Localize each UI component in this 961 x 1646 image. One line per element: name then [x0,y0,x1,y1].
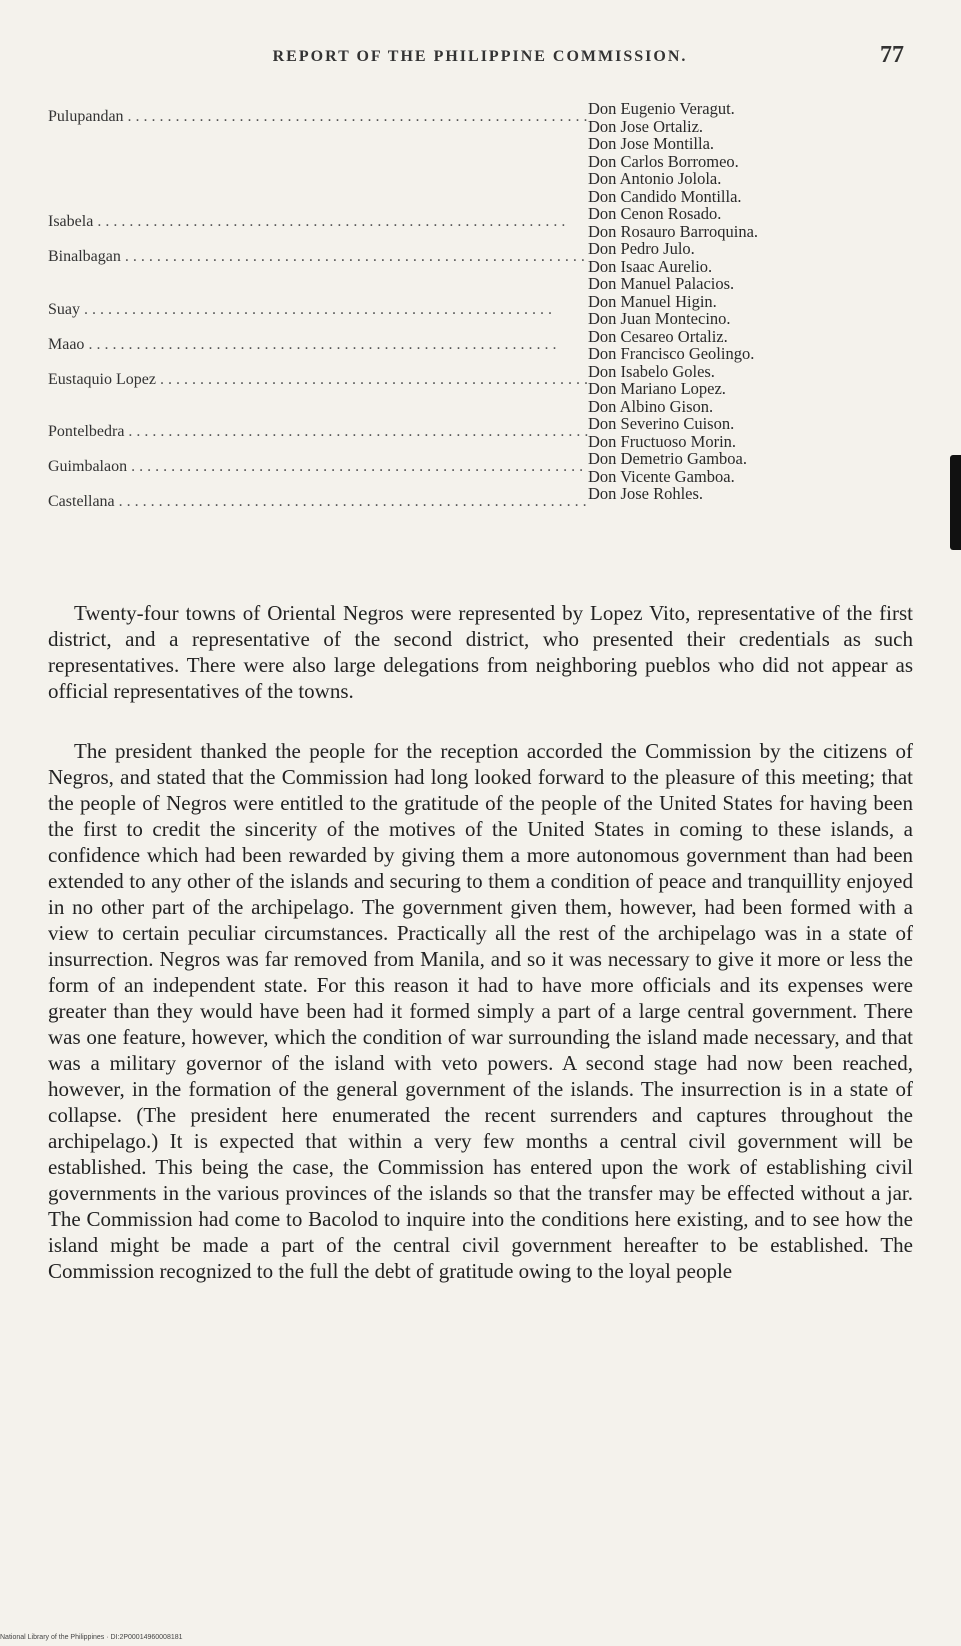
representative-name: Don Jose Rohles. [588,484,704,503]
representative-name: Don Manuel Higin. [588,291,717,311]
town-entry [48,205,908,240]
representative-name: Don Pedro Julo. [588,239,695,258]
town-entry [48,485,908,511]
representative-name: Don Rosauro Barroquina. [588,221,759,241]
representative-name: Don Cenon Rosado. [588,204,722,223]
town-name: Pontelbedra [48,423,125,440]
representative-name: Don Severino Cuison. [588,414,735,433]
representative-name: Don Jose Montilla. [588,134,715,153]
representative-name: Don Antonio Jolola. [588,169,722,188]
scan-edge-mark [950,455,961,550]
representative-name: Don Jose Ortaliz. [588,116,704,136]
town-name: Eustaquio Lopez [48,370,156,388]
representatives [588,415,908,450]
representative-name: Don Carlos Borromeo. [588,151,739,171]
representatives [588,293,908,328]
representatives [588,240,908,293]
town-name: Binalbagan [48,248,121,265]
representatives [588,485,908,511]
representative-name: Don Eugenio Veragut. [588,99,735,118]
representative-name: Don Manuel Palacios. [588,274,735,293]
representatives [588,328,908,363]
representative-name: Don Francisco Geolingo. [588,344,755,363]
town-entry [48,450,908,485]
scan-footer-credit: National Library of the Philippines · DI:2P00014960008181 [0,1634,183,1641]
representative-name: Don Juan Montecino. [588,309,731,328]
body-paragraph [48,600,913,704]
town-entry [48,240,908,293]
town-name: Castellana [48,493,115,510]
body-paragraph [48,738,913,1284]
town-entry [48,293,908,328]
paragraph-text: The president thanked the people for the reception accorded the Commission by the citizens of Negros, and stated that the Commission had long looked forward to the pleasure of this meeting; that the people of Negros were entitled to the gratitude of the people of the United States for having been the first to credit the sincerity of the motives of the United States in coming to these islands, a confidence which had been rewarded by giving them a more autonomous government than had been extended to any other of the islands and securing to them a condition of peace and tranquillity enjoyed in no other part of the archipelago. The government given them, however, had been formed with a view to certain peculiar circumstances. Practically all the rest of the archipelago was in a state of insurrection. Negros was far removed from Manila, and so it was necessary to give it more or less the form of an independent state. For this reason it had to have more officials and its expenses were greater than they would have been had it formed simply a part of a large central government. There was one feature, however, which the condition of war surrounding the island made necessary, and that was a military governor of the island with veto powers. A second stage had now been reached, however, in the formation of the general government of the islands. The insurrection is in a state of collapse. (The president here enumerated the recent surrenders and captures throughout the archipelago.) It is expected that within a very few months a central civil government will be established. This being the case, the Commission has entered upon the work of establishing civil governments in the various provinces of the islands so that the transfer may be effected without a jar. The Commission had come to Bacolod to inquire into the conditions here existing, and to see how the island might be made a part of the central civil government hereafter to be established. The Commission recognized to the full the debt of gratitude owing to the loyal people [48,739,913,1283]
representatives [588,100,908,205]
representative-name: Don Fructuoso Morin. [588,431,737,451]
town-name: Maao [48,335,85,353]
representative-name: Don Cesareo Ortaliz. [588,326,728,346]
town-representatives-list [48,100,908,511]
town-name: Guimbalaon [48,458,128,475]
representative-name: Don Vicente Gamboa. [588,466,735,486]
town-name: Isabela [48,213,94,230]
representatives [588,205,908,240]
town-entry [48,328,908,363]
representative-name: Don Isabelo Goles. [588,361,715,381]
page-number: 77 [880,42,904,68]
representative-name: Don Isaac Aurelio. [588,256,713,276]
representatives [588,363,908,416]
representatives [588,450,908,485]
running-header: REPORT OF THE PHILIPPINE COMMISSION. [272,48,688,65]
representative-name: Don Candido Montilla. [588,186,742,206]
representative-name: Don Albino Gison. [588,396,714,416]
town-entry [48,363,908,416]
representative-name: Don Demetrio Gamboa. [588,449,747,468]
town-name: Suay [48,300,80,318]
town-entry [48,415,908,450]
paragraph-text: Twenty-four towns of Oriental Negros were represented by Lopez Vito, representative of the first district, and a representative of the second district, who presented their credentials as such representatives. There were also large delegations from neighboring pueblos who did not appear as official representatives of the towns. [48,601,913,703]
town-entry [48,100,908,205]
town-name: Pulupandan [48,108,124,125]
representative-name: Don Mariano Lopez. [588,379,726,398]
